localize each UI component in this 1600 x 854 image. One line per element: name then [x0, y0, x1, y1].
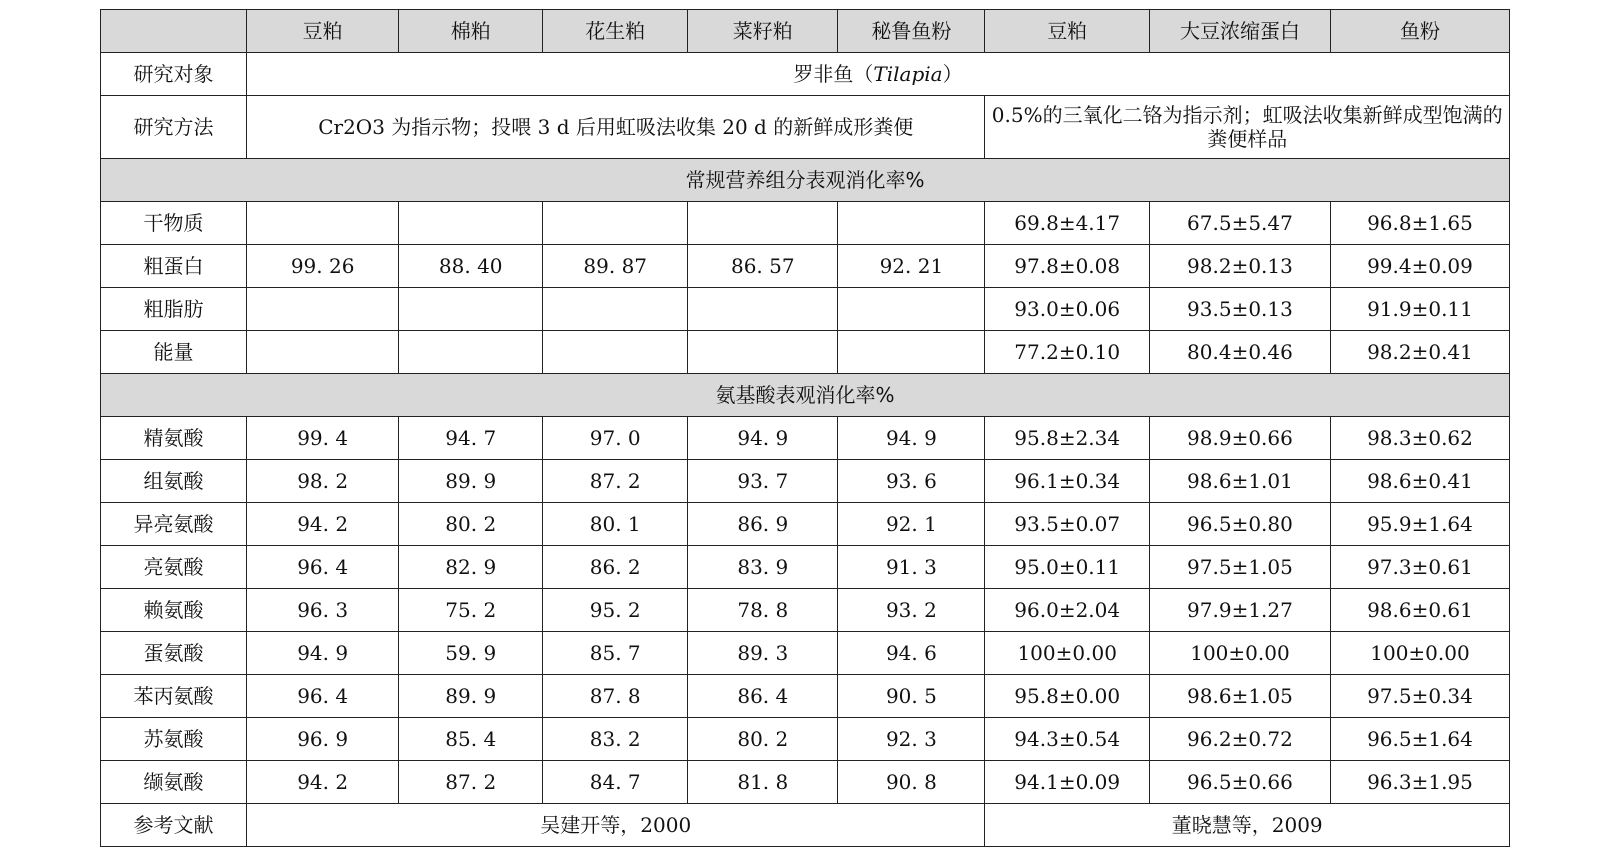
- table-cell: [247, 288, 399, 331]
- table-row: [101, 718, 1510, 761]
- table-cell: 93.0±0.06: [985, 288, 1150, 331]
- table-cell: [399, 202, 543, 245]
- table-cell: 94. 7: [399, 417, 543, 460]
- table-cell: 98.2±0.13: [1149, 245, 1330, 288]
- proximate-rows: [101, 202, 1510, 374]
- table-row: [101, 675, 1510, 718]
- table-cell: 80. 2: [688, 718, 838, 761]
- table-cell: 94.3±0.54: [985, 718, 1150, 761]
- subject-row: [101, 53, 1510, 96]
- table-cell: 92. 3: [838, 718, 985, 761]
- table-cell: 93. 2: [838, 589, 985, 632]
- subject-latin-name: Tilapia: [873, 62, 943, 86]
- table-row: [101, 761, 1510, 804]
- row-label: 干物质: [101, 202, 247, 245]
- table-cell: 96.3±1.95: [1330, 761, 1509, 804]
- table-cell: 83. 2: [543, 718, 688, 761]
- table-cell: 97.8±0.08: [985, 245, 1150, 288]
- table-cell: 95.0±0.11: [985, 546, 1150, 589]
- row-label: 精氨酸: [101, 417, 247, 460]
- table-cell: 98.3±0.62: [1330, 417, 1509, 460]
- table-cell: 87. 2: [543, 460, 688, 503]
- table-cell: 90. 8: [838, 761, 985, 804]
- row-label: 粗脂肪: [101, 288, 247, 331]
- table-row: [101, 503, 1510, 546]
- subject-text: 罗非鱼（: [793, 62, 874, 86]
- table-cell: 96.8±1.65: [1330, 202, 1509, 245]
- table-cell: 69.8±4.17: [985, 202, 1150, 245]
- reference-row: [101, 804, 1510, 847]
- table-cell: 98.2±0.41: [1330, 331, 1509, 374]
- table-cell: 98. 2: [247, 460, 399, 503]
- row-label: 能量: [101, 331, 247, 374]
- table-cell: 86. 4: [688, 675, 838, 718]
- table-row: [101, 331, 1510, 374]
- section-amino-title: 氨基酸表观消化率%: [101, 374, 1510, 417]
- table-cell: 97.3±0.61: [1330, 546, 1509, 589]
- table-cell: 94. 9: [247, 632, 399, 675]
- section-amino-body: [101, 374, 1510, 417]
- table-cell: 78. 8: [688, 589, 838, 632]
- table-cell: 98.9±0.66: [1149, 417, 1330, 460]
- table-cell: 82. 9: [399, 546, 543, 589]
- subject-value: [247, 53, 1510, 96]
- header-soy-protein-concentrate: 大豆浓缩蛋白: [1149, 10, 1330, 53]
- table-cell: 98.6±1.01: [1149, 460, 1330, 503]
- table-cell: 80. 2: [399, 503, 543, 546]
- header-rapeseed-meal: 菜籽粕: [688, 10, 838, 53]
- header-soybean-meal: 豆粕: [247, 10, 399, 53]
- header-corner: [101, 10, 247, 53]
- section-proximate-title: 常规营养组分表观消化率%: [101, 159, 1510, 202]
- table-cell: 59. 9: [399, 632, 543, 675]
- amino-acid-rows: [101, 417, 1510, 804]
- table-cell: 75. 2: [399, 589, 543, 632]
- table-cell: 95.8±2.34: [985, 417, 1150, 460]
- reference-right: 董晓慧等，2009: [985, 804, 1510, 847]
- table-cell: 89. 3: [688, 632, 838, 675]
- table-cell: [399, 288, 543, 331]
- table-cell: 93. 7: [688, 460, 838, 503]
- table-cell: 99. 26: [247, 245, 399, 288]
- table-cell: 100±0.00: [1149, 632, 1330, 675]
- table-row: [101, 288, 1510, 331]
- table-cell: 86. 57: [688, 245, 838, 288]
- section-proximate-row: [101, 159, 1510, 202]
- table-cell: 99. 4: [247, 417, 399, 460]
- table-cell: 90. 5: [838, 675, 985, 718]
- table-cell: 99.4±0.09: [1330, 245, 1509, 288]
- table-cell: 98.6±1.05: [1149, 675, 1330, 718]
- method-label: 研究方法: [101, 96, 247, 159]
- table-cell: 67.5±5.47: [1149, 202, 1330, 245]
- table-cell: 94.1±0.09: [985, 761, 1150, 804]
- table-cell: 92. 21: [838, 245, 985, 288]
- table-cell: 96. 3: [247, 589, 399, 632]
- table-cell: 87. 8: [543, 675, 688, 718]
- table-cell: 86. 9: [688, 503, 838, 546]
- table-cell: 100±0.00: [985, 632, 1150, 675]
- header-peanut-meal: 花生粕: [543, 10, 688, 53]
- table-cell: 95.9±1.64: [1330, 503, 1509, 546]
- table-cell: 98.6±0.41: [1330, 460, 1509, 503]
- table-cell: 97.5±1.05: [1149, 546, 1330, 589]
- table-cell: 87. 2: [399, 761, 543, 804]
- table-cell: [543, 288, 688, 331]
- method-row: [101, 96, 1510, 159]
- table-cell: [688, 331, 838, 374]
- table-cell: 77.2±0.10: [985, 331, 1150, 374]
- table-cell: 98.6±0.61: [1330, 589, 1509, 632]
- table-cell: 95.8±0.00: [985, 675, 1150, 718]
- table-cell: 89. 9: [399, 675, 543, 718]
- section-amino-row: [101, 374, 1510, 417]
- row-label: 异亮氨酸: [101, 503, 247, 546]
- subject-label: 研究对象: [101, 53, 247, 96]
- table-cell: 85. 7: [543, 632, 688, 675]
- table-cell: 93. 6: [838, 460, 985, 503]
- table-cell: [838, 288, 985, 331]
- table-cell: 88. 40: [399, 245, 543, 288]
- table-cell: 100±0.00: [1330, 632, 1509, 675]
- table-cell: [399, 331, 543, 374]
- table-cell: [688, 202, 838, 245]
- subject-suffix: ）: [942, 62, 963, 86]
- table-cell: [543, 331, 688, 374]
- table-cell: 96.2±0.72: [1149, 718, 1330, 761]
- table-cell: 81. 8: [688, 761, 838, 804]
- table-row: [101, 632, 1510, 675]
- table-cell: 83. 9: [688, 546, 838, 589]
- table-cell: 97. 0: [543, 417, 688, 460]
- table-cell: [543, 202, 688, 245]
- digestibility-table: [100, 9, 1510, 847]
- table-cell: [838, 202, 985, 245]
- reference-left: 吴建开等，2000: [247, 804, 985, 847]
- reference-label: 参考文献: [101, 804, 247, 847]
- table-row: [101, 460, 1510, 503]
- table-cell: 96.0±2.04: [985, 589, 1150, 632]
- table-row: [101, 202, 1510, 245]
- table-cell: 89. 9: [399, 460, 543, 503]
- header-cottonseed-meal: 棉粕: [399, 10, 543, 53]
- row-label: 粗蛋白: [101, 245, 247, 288]
- table-cell: 96.5±0.66: [1149, 761, 1330, 804]
- table-cell: 94. 9: [838, 417, 985, 460]
- row-label: 缬氨酸: [101, 761, 247, 804]
- table-cell: 94. 2: [247, 761, 399, 804]
- header-fishmeal: 鱼粉: [1330, 10, 1509, 53]
- table-cell: [247, 202, 399, 245]
- method-right: 0.5%的三氧化二铬为指示剂；虹吸法收集新鲜成型饱满的粪便样品: [985, 96, 1510, 159]
- table-cell: 89. 87: [543, 245, 688, 288]
- table-cell: 97.9±1.27: [1149, 589, 1330, 632]
- table-row: [101, 417, 1510, 460]
- table-cell: 93.5±0.07: [985, 503, 1150, 546]
- table-cell: 85. 4: [399, 718, 543, 761]
- table-cell: 95. 2: [543, 589, 688, 632]
- reference-body: [101, 804, 1510, 847]
- table-cell: 96.5±1.64: [1330, 718, 1509, 761]
- row-label: 组氨酸: [101, 460, 247, 503]
- table-row: [101, 546, 1510, 589]
- table-cell: 96. 9: [247, 718, 399, 761]
- row-label: 赖氨酸: [101, 589, 247, 632]
- table-cell: 94. 9: [688, 417, 838, 460]
- table-cell: 80.4±0.46: [1149, 331, 1330, 374]
- table-row: [101, 245, 1510, 288]
- table-cell: 86. 2: [543, 546, 688, 589]
- table-cell: 80. 1: [543, 503, 688, 546]
- table-cell: 96. 4: [247, 546, 399, 589]
- table-cell: [247, 331, 399, 374]
- header-peruvian-fishmeal: 秘鲁鱼粉: [838, 10, 985, 53]
- method-left: Cr2O3 为指示物；投喂 3 d 后用虹吸法收集 20 d 的新鲜成形粪便: [247, 96, 985, 159]
- table-cell: 93.5±0.13: [1149, 288, 1330, 331]
- row-label: 苏氨酸: [101, 718, 247, 761]
- header-soybean-meal-2: 豆粕: [985, 10, 1150, 53]
- table-cell: [688, 288, 838, 331]
- table-cell: 92. 1: [838, 503, 985, 546]
- table-cell: 91. 3: [838, 546, 985, 589]
- table-cell: [838, 331, 985, 374]
- header-row: [101, 10, 1510, 53]
- row-label: 苯丙氨酸: [101, 675, 247, 718]
- table-cell: 84. 7: [543, 761, 688, 804]
- table-cell: 96. 4: [247, 675, 399, 718]
- row-label: 亮氨酸: [101, 546, 247, 589]
- table-cell: 91.9±0.11: [1330, 288, 1509, 331]
- table-cell: 97.5±0.34: [1330, 675, 1509, 718]
- table-row: [101, 589, 1510, 632]
- table-cell: 94. 2: [247, 503, 399, 546]
- table-cell: 96.1±0.34: [985, 460, 1150, 503]
- table-cell: 96.5±0.80: [1149, 503, 1330, 546]
- table-cell: 94. 6: [838, 632, 985, 675]
- row-label: 蛋氨酸: [101, 632, 247, 675]
